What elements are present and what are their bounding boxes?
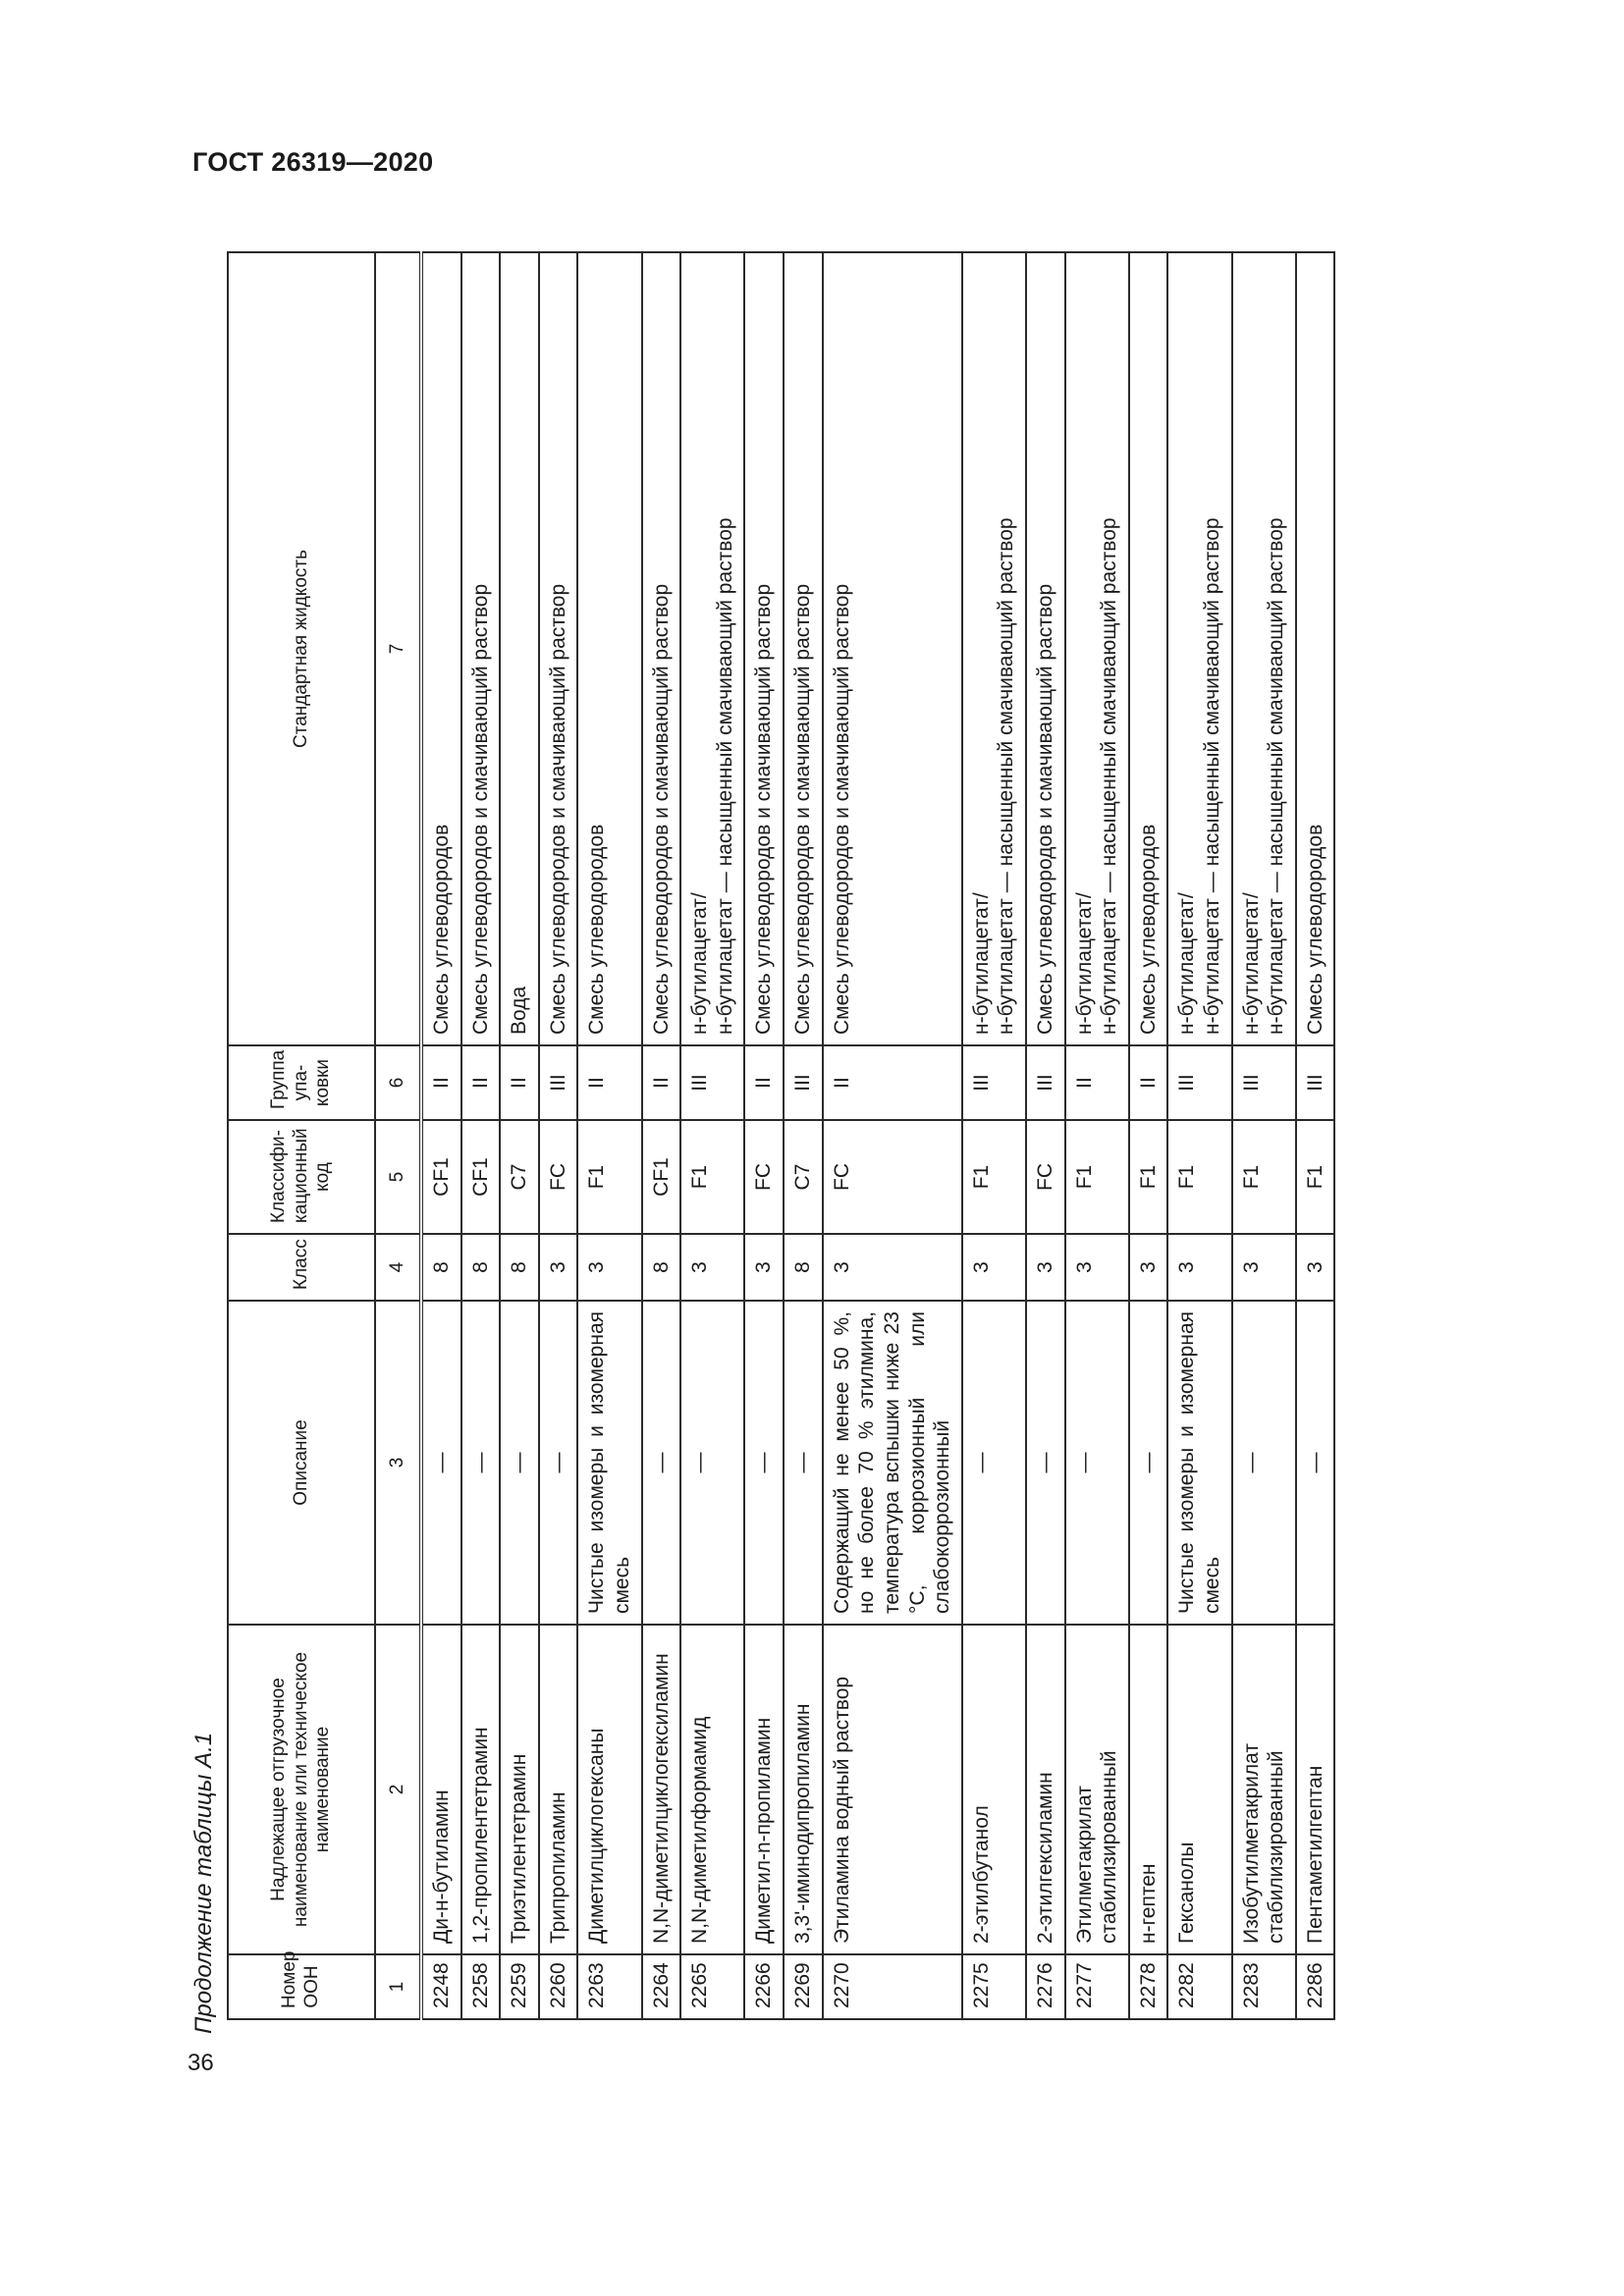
shipping-name-cell: 1,2-пропилентетрамин bbox=[461, 1625, 501, 1954]
packing-group-cell: III bbox=[1296, 1045, 1335, 1120]
shipping-name-cell: н-гептен bbox=[1129, 1625, 1168, 1954]
header-standard-liquid: Стандартная жидкость bbox=[228, 252, 375, 1045]
shipping-name-cell: Трипропиламин bbox=[539, 1625, 578, 1954]
liquid-line: Смесь углеводородов и смачивающий раствор bbox=[546, 583, 569, 1035]
table-row bbox=[642, 252, 681, 2019]
header-classification-code: Классифи-кационный код bbox=[228, 1120, 375, 1234]
liquid-line: н-бутилацетат — насыщенный смачивающий раствор bbox=[1098, 517, 1121, 1035]
classification-code-cell: F1 bbox=[1129, 1120, 1168, 1234]
un-number-cell: 2260 bbox=[539, 1954, 578, 2019]
class-cell: 3 bbox=[1065, 1234, 1129, 1301]
document-header: ГОСТ 26319—2020 bbox=[192, 147, 434, 177]
class-cell: 3 bbox=[744, 1234, 784, 1301]
class-cell: 3 bbox=[1296, 1234, 1335, 1301]
table-caption: Продолжение таблицы А.1 bbox=[190, 1732, 217, 2034]
standard-liquid-cell bbox=[744, 252, 784, 1045]
standard-liquid-cell bbox=[1232, 252, 1296, 1045]
shipping-name-cell: N,N-диметилциклогексиламин bbox=[642, 1625, 681, 1954]
table-row bbox=[1129, 252, 1168, 2019]
packing-group-cell: III bbox=[784, 1045, 823, 1120]
description-cell: — bbox=[1232, 1301, 1296, 1625]
shipping-name-cell: Ди-н-бутиламин bbox=[421, 1625, 461, 1954]
un-number-cell: 2259 bbox=[500, 1954, 539, 2019]
column-number: 6 bbox=[375, 1045, 421, 1120]
classification-code-cell: FC bbox=[1026, 1120, 1065, 1234]
column-number: 7 bbox=[375, 252, 421, 1045]
standard-liquid-cell bbox=[1129, 252, 1168, 1045]
shipping-name-cell: Триэтилентетрамин bbox=[500, 1625, 539, 1954]
rotated-table-region bbox=[182, 228, 1448, 2034]
packing-group-cell: III bbox=[1026, 1045, 1065, 1120]
shipping-name-cell: 2-этилбутанол bbox=[962, 1625, 1026, 1954]
description-cell: — bbox=[461, 1301, 501, 1625]
page-number: 36 bbox=[188, 2050, 214, 2076]
classification-code-cell: F1 bbox=[962, 1120, 1026, 1234]
table-header-row bbox=[228, 252, 375, 2019]
shipping-name-cell: Диметилциклогексаны bbox=[577, 1625, 641, 1954]
classification-code-cell: F1 bbox=[1065, 1120, 1129, 1234]
liquid-line: Смесь углеводородов и смачивающий раствор bbox=[649, 583, 673, 1035]
table-row bbox=[421, 252, 461, 2019]
liquid-line: Смесь углеводородов bbox=[1303, 824, 1326, 1035]
class-cell: 8 bbox=[461, 1234, 501, 1301]
class-cell: 3 bbox=[962, 1234, 1026, 1301]
column-number-row bbox=[375, 252, 421, 2019]
class-cell: 3 bbox=[823, 1234, 962, 1301]
packing-group-cell: II bbox=[461, 1045, 501, 1120]
standard-liquid-cell bbox=[421, 252, 461, 1045]
description-cell: — bbox=[744, 1301, 784, 1625]
classification-code-cell: F1 bbox=[680, 1120, 744, 1234]
standard-liquid-cell bbox=[577, 252, 641, 1045]
classification-code-cell: CF1 bbox=[461, 1120, 501, 1234]
classification-code-cell: C7 bbox=[784, 1120, 823, 1234]
packing-group-cell: II bbox=[642, 1045, 681, 1120]
un-number-cell: 2269 bbox=[784, 1954, 823, 2019]
standard-liquid-cell bbox=[823, 252, 962, 1045]
standard-liquid-cell bbox=[461, 252, 501, 1045]
table-row bbox=[1065, 252, 1129, 2019]
liquid-line: Смесь углеводородов и смачивающий раствор bbox=[752, 583, 776, 1035]
table-row bbox=[539, 252, 578, 2019]
un-number-cell: 2275 bbox=[962, 1954, 1026, 2019]
packing-group-cell: III bbox=[539, 1045, 578, 1120]
packing-group-cell: III bbox=[680, 1045, 744, 1120]
column-number: 2 bbox=[375, 1625, 421, 1954]
description-cell: Чистые изомеры и изомерная смесь bbox=[1167, 1301, 1231, 1625]
un-number-cell: 2286 bbox=[1296, 1954, 1335, 2019]
standard-liquid-cell bbox=[680, 252, 744, 1045]
classification-code-cell: F1 bbox=[577, 1120, 641, 1234]
shipping-name-cell: Изобутилметакрилат стабилизированный bbox=[1232, 1625, 1296, 1954]
packing-group-cell: III bbox=[1167, 1045, 1231, 1120]
packing-group-cell: II bbox=[744, 1045, 784, 1120]
table-row bbox=[680, 252, 744, 2019]
un-number-cell: 2264 bbox=[642, 1954, 681, 2019]
class-cell: 3 bbox=[1129, 1234, 1168, 1301]
standard-liquid-cell bbox=[1026, 252, 1065, 1045]
standard-liquid-cell bbox=[1167, 252, 1231, 1045]
header-description: Описание bbox=[228, 1301, 375, 1625]
un-number-cell: 2258 bbox=[461, 1954, 501, 2019]
classification-code-cell: FC bbox=[823, 1120, 962, 1234]
description-cell: — bbox=[1129, 1301, 1168, 1625]
table-row bbox=[784, 252, 823, 2019]
class-cell: 3 bbox=[1026, 1234, 1065, 1301]
packing-group-cell: II bbox=[577, 1045, 641, 1120]
column-number: 4 bbox=[375, 1234, 421, 1301]
shipping-name-cell: Гексанолы bbox=[1167, 1625, 1231, 1954]
shipping-name-cell: Пентаметилгептан bbox=[1296, 1625, 1335, 1954]
class-cell: 3 bbox=[680, 1234, 744, 1301]
un-number-cell: 2266 bbox=[744, 1954, 784, 2019]
class-cell: 3 bbox=[1167, 1234, 1231, 1301]
column-number: 1 bbox=[375, 1954, 421, 2019]
header-un-number: Номер ООН bbox=[228, 1954, 375, 2019]
table-row bbox=[1026, 252, 1065, 2019]
description-cell: — bbox=[784, 1301, 823, 1625]
classification-code-cell: F1 bbox=[1167, 1120, 1231, 1234]
classification-code-cell: FC bbox=[539, 1120, 578, 1234]
description-cell: — bbox=[1026, 1301, 1065, 1625]
shipping-name-cell: N,N-диметилформамид bbox=[680, 1625, 744, 1954]
liquid-line: н-бутилацетат — насыщенный смачивающий раствор bbox=[713, 517, 736, 1035]
packing-group-cell: II bbox=[1129, 1045, 1168, 1120]
packing-group-cell: II bbox=[421, 1045, 461, 1120]
class-cell: 8 bbox=[784, 1234, 823, 1301]
description-cell: — bbox=[680, 1301, 744, 1625]
standard-liquid-cell bbox=[642, 252, 681, 1045]
liquid-line: н-бутилацетат — насыщенный смачивающий раствор bbox=[1265, 517, 1288, 1035]
liquid-line: Смесь углеводородов и смачивающий раствор bbox=[468, 583, 492, 1035]
classification-code-cell: C7 bbox=[500, 1120, 539, 1234]
table-row bbox=[461, 252, 501, 2019]
description-cell: Содержащий не менее 50 %, но не более 70 % этилмина, температура вспышки ниже 23 °С, коррозионный или слабокоррозионный bbox=[823, 1301, 962, 1625]
liquid-line: Смесь углеводородов bbox=[585, 824, 609, 1035]
class-cell: 8 bbox=[421, 1234, 461, 1301]
classification-code-cell: CF1 bbox=[642, 1120, 681, 1234]
liquid-line: Смесь углеводородов bbox=[430, 824, 453, 1035]
shipping-name-cell: Этилметакрилат стабилизированный bbox=[1065, 1625, 1129, 1954]
column-number: 5 bbox=[375, 1120, 421, 1234]
packing-group-cell: III bbox=[1232, 1045, 1296, 1120]
standard-liquid-cell bbox=[1296, 252, 1335, 1045]
table-row bbox=[1296, 252, 1335, 2019]
liquid-line: Смесь углеводородов bbox=[1136, 824, 1160, 1035]
classification-code-cell: FC bbox=[744, 1120, 784, 1234]
liquid-line: Смесь углеводородов и смачивающий раствор bbox=[791, 583, 815, 1035]
class-cell: 3 bbox=[1232, 1234, 1296, 1301]
header-shipping-name: Надлежащее отгрузочное наименование или техническое наименование bbox=[228, 1625, 375, 1954]
liquid-line: н-бутилацетат — насыщенный смачивающий раствор bbox=[1201, 517, 1224, 1035]
classification-code-cell: CF1 bbox=[421, 1120, 461, 1234]
un-number-cell: 2248 bbox=[421, 1954, 461, 2019]
column-number: 3 bbox=[375, 1301, 421, 1625]
liquid-line: н-бутилацетат/ bbox=[688, 892, 712, 1035]
table-row bbox=[744, 252, 784, 2019]
header-packing-group: Группа упа-ковки bbox=[228, 1045, 375, 1120]
class-cell: 3 bbox=[539, 1234, 578, 1301]
standard-liquid-cell bbox=[539, 252, 578, 1045]
liquid-line: н-бутилацетат — насыщенный смачивающий раствор bbox=[995, 517, 1018, 1035]
class-cell: 3 bbox=[577, 1234, 641, 1301]
liquid-line: Вода bbox=[508, 986, 531, 1035]
standard-liquid-cell bbox=[1065, 252, 1129, 1045]
un-number-cell: 2277 bbox=[1065, 1954, 1129, 2019]
description-cell: — bbox=[500, 1301, 539, 1625]
table-row bbox=[962, 252, 1026, 2019]
un-number-cell: 2283 bbox=[1232, 1954, 1296, 2019]
description-cell: Чистые изомеры и изомерная смесь bbox=[577, 1301, 641, 1625]
liquid-line: н-бутилацетат/ bbox=[1175, 892, 1199, 1035]
shipping-name-cell: Диметил-n-пропиламин bbox=[744, 1625, 784, 1954]
description-cell: — bbox=[421, 1301, 461, 1625]
table-row bbox=[1167, 252, 1231, 2019]
liquid-line: н-бутилацетат/ bbox=[969, 892, 993, 1035]
un-number-cell: 2276 bbox=[1026, 1954, 1065, 2019]
description-cell: — bbox=[1065, 1301, 1129, 1625]
packing-group-cell: II bbox=[1065, 1045, 1129, 1120]
description-cell: — bbox=[962, 1301, 1026, 1625]
standard-liquid-cell bbox=[500, 252, 539, 1045]
un-number-cell: 2282 bbox=[1167, 1954, 1231, 2019]
liquid-line: Смесь углеводородов и смачивающий раствор bbox=[830, 583, 853, 1035]
standard-liquid-cell bbox=[962, 252, 1026, 1045]
table-row bbox=[577, 252, 641, 2019]
classification-code-cell: F1 bbox=[1296, 1120, 1335, 1234]
standard-liquid-cell bbox=[784, 252, 823, 1045]
class-cell: 8 bbox=[642, 1234, 681, 1301]
packing-group-cell: III bbox=[962, 1045, 1026, 1120]
description-cell: — bbox=[642, 1301, 681, 1625]
packing-group-cell: II bbox=[500, 1045, 539, 1120]
liquid-line: н-бутилацетат/ bbox=[1072, 892, 1096, 1035]
un-number-cell: 2263 bbox=[577, 1954, 641, 2019]
un-number-cell: 2265 bbox=[680, 1954, 744, 2019]
description-cell: — bbox=[1296, 1301, 1335, 1625]
shipping-name-cell: 2-этилгексиламин bbox=[1026, 1625, 1065, 1954]
shipping-name-cell: 3,3'-иминодипропиламин bbox=[784, 1625, 823, 1954]
classification-code-cell: F1 bbox=[1232, 1120, 1296, 1234]
un-number-cell: 2278 bbox=[1129, 1954, 1168, 2019]
substance-table bbox=[227, 251, 1335, 2020]
description-cell: — bbox=[539, 1301, 578, 1625]
packing-group-cell: II bbox=[823, 1045, 962, 1120]
table-row bbox=[1232, 252, 1296, 2019]
header-class: Класс bbox=[228, 1234, 375, 1301]
un-number-cell: 2270 bbox=[823, 1954, 962, 2019]
liquid-line: н-бутилацетат/ bbox=[1239, 892, 1263, 1035]
table-row bbox=[500, 252, 539, 2019]
table-row bbox=[823, 252, 962, 2019]
liquid-line: Смесь углеводородов и смачивающий раствор bbox=[1033, 583, 1056, 1035]
class-cell: 8 bbox=[500, 1234, 539, 1301]
shipping-name-cell: Этиламина водный раствор bbox=[823, 1625, 962, 1954]
